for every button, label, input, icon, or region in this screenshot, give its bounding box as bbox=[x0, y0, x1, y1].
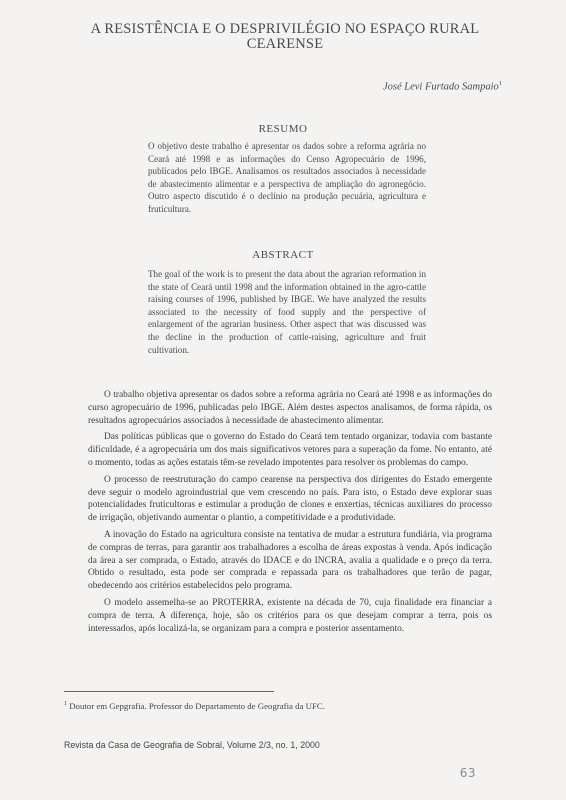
abstract-text: The goal of the work is to present the data about the agrarian reformation in the state of Ceará until 1998 and the information obtained in the agro-cattle raising courses of 1996, published by IBGE. We have analyzed the results associated to the necessity of food supply and the perspective of enlargement of the agrarian business. Other aspect that was discussed was the decline in the production of cattle-raising, agriculture and fruit cultivation. bbox=[148, 269, 426, 355]
body-paragraph: O modelo assemelha-se ao PROTERRA, existente na década de 70, cuja finalidade era financiar a compra de terra. A diferença, hoje, são os critérios para os que desejam comprar a terra, pois os interessados, após localizá-la, se organizam para a compra e posterior assentamento. bbox=[88, 597, 492, 634]
body-paragraph: O trabalho objetiva apresentar os dados sobre a reforma agrária no Ceará até 1998 e as informações do curso agropecuário de 1996, publicadas pelo IBGE. Além destes aspectos analisamos, de forma rápida, os resultados agropecuários associados à necessidade de abastecimento alimentar. bbox=[88, 390, 492, 426]
journal-citation: Revista da Casa de Geografia de Sobral, Volume 2/3, no. 1, 2000 bbox=[64, 740, 320, 750]
body-paragraph: A inovação do Estado na agricultura consiste na tentativa de mudar a estrutura fundiária, via programa de compras de terras, para garantir aos trabalhadores a escolha de áreas expostas à venda. Após indicação da área a ser comprada, o Estado, através do IDACE e do INCRA, avalia a qualidade e o preço da terra. Obtido o resultado, esta pode ser comprada e repassada para os trabalhadores que terão de pagar, obedecendo aos critérios estabelecidos pelo programa. bbox=[88, 529, 492, 592]
article-title: A RESISTÊNCIA E O DESPRIVILÉGIO NO ESPAÇO RURAL CEARENSE bbox=[90, 21, 480, 52]
footnote-divider bbox=[64, 691, 274, 692]
article-body bbox=[88, 389, 492, 639]
author-line bbox=[383, 80, 502, 93]
footnote-mark: 1 bbox=[64, 701, 67, 708]
body-paragraph: Das políticas públicas que o governo do Estado do Ceará tem tentado organizar, todavia com bastante dificuldade, é a agropecuária um dos mais significativos vetores para a superação da fome. No entanto, até o momento, todas as ações estatais têm-se revelado impotentes para resolver os problemas do campo. bbox=[88, 432, 492, 468]
body-paragraph: O processo de reestruturação do campo cearense na perspectiva dos dirigentes do Estado emergente deve seguir o modelo agroindustrial que vem crescendo no país. Para isto, o Estado deve explorar suas potencialidades fruticultoras e estimular a produção de clones e enxertias, técnicas auxiliares do processo de irrigação, objetivando aumentar o plantio, a competitividade e a produtividade. bbox=[88, 474, 492, 524]
author-footnote-mark: 1 bbox=[498, 80, 502, 87]
resumo-text: O objetivo deste trabalho é apresentar os dados sobre a reforma agrária no Ceará até 1998 e as informações do Censo Agropecuário de 1996, publicados pelo IBGE. Analisamos os resultados associados à necessidade de abastecimento alimentar e a perspectiva de ampliação do agronegócio. Outro aspecto discutido é o declínio na produção pecuária, agricultura e fruticultura. bbox=[148, 141, 426, 214]
author-name: José Levi Furtado Sampaio bbox=[382, 81, 499, 93]
abstract-heading: ABSTRACT bbox=[252, 249, 314, 261]
footnote bbox=[64, 701, 325, 711]
page-number: 63 bbox=[459, 766, 476, 780]
footnote-text: Doutor em Gepgrafia. Professor do Departamento de Geografia da UFC. bbox=[69, 701, 325, 711]
resumo-heading: RESUMO bbox=[258, 123, 308, 135]
